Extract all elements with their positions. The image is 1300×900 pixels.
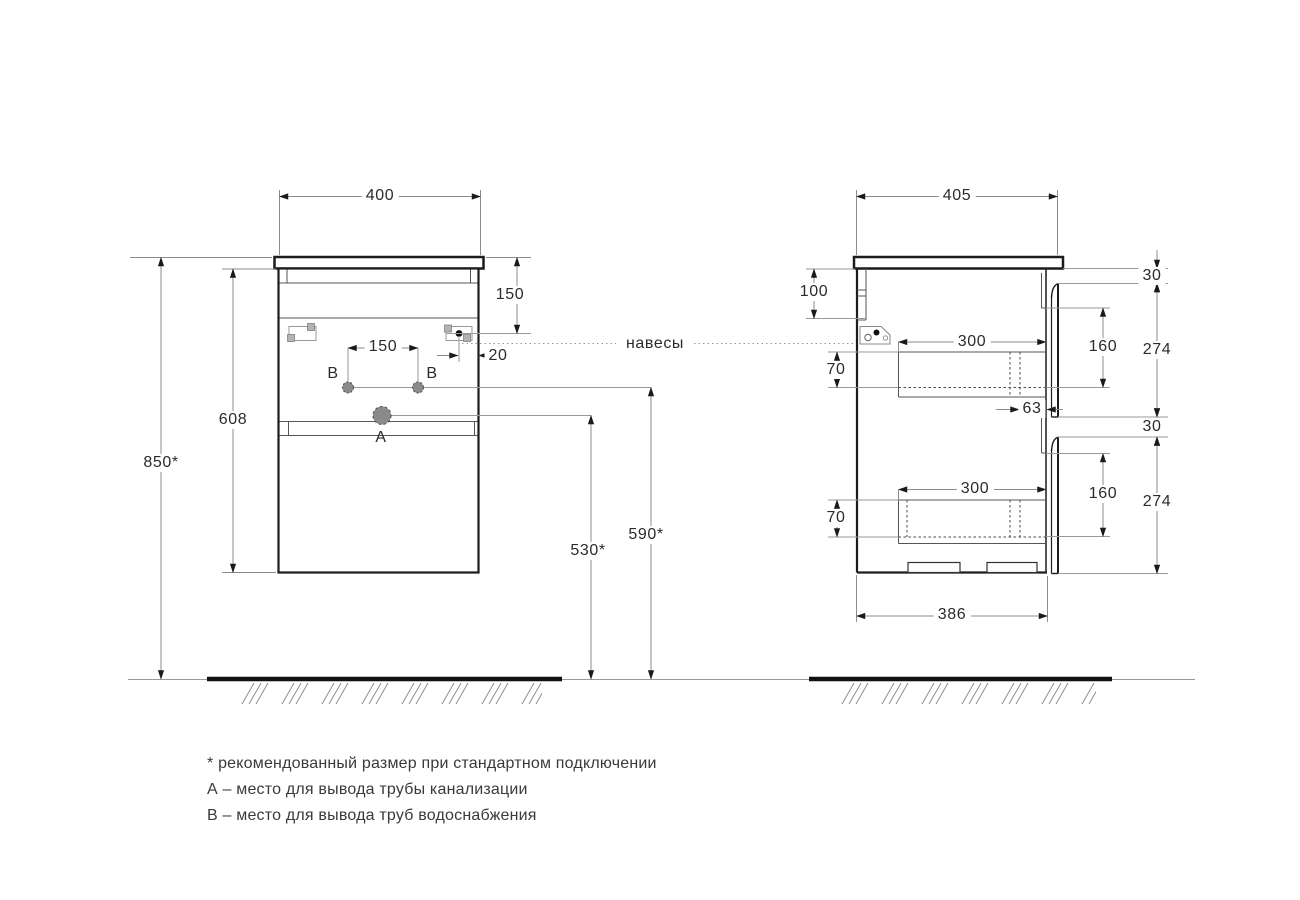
dim-front-body-height-label: 608 <box>215 411 252 429</box>
dim-side-slide-offset-label: 63 <box>1019 400 1046 418</box>
upper-drawer-box <box>899 352 1047 397</box>
supply-port-right-label: B <box>426 365 438 382</box>
cabinet-foot-recess-right <box>987 563 1037 573</box>
water-supply-port-left <box>343 382 354 393</box>
dim-side-middle-gap-label: 30 <box>1139 418 1166 436</box>
supply-port-left-label: B <box>327 365 339 382</box>
dim-side-lower-box-depth-label: 300 <box>957 480 994 498</box>
lower-drawer-front-profile <box>1052 437 1059 573</box>
dim-side-upper-box-depth-label: 300 <box>954 333 991 351</box>
dim-side-bottom-depth-label: 386 <box>934 606 971 624</box>
dim-front-supply-height-label: 590* <box>624 526 667 544</box>
dim-front-supply-spacing-label: 150 <box>365 338 402 356</box>
dim-front-hanger-inset-label: 20 <box>485 347 512 365</box>
hangers-callout-label: навесы <box>622 335 688 353</box>
drain-port-label: A <box>375 429 387 446</box>
hanger-bracket-icon-side <box>860 327 890 345</box>
dim-front-total-height-label: 850* <box>139 454 182 472</box>
ground-hatching-right <box>830 682 1096 704</box>
footnote-drain-location: А – место для вывода трубы канализации <box>207 781 528 798</box>
dim-side-top-gap-label: 30 <box>1139 267 1166 285</box>
dim-side-width-label: 405 <box>939 187 976 205</box>
ground-line <box>128 679 1195 704</box>
footnote-supply-location: В – место для вывода труб водоснабжения <box>207 807 537 824</box>
footnote-recommended-size: * рекомендованный размер при стандартном подключении <box>207 755 657 772</box>
dim-front-width-label: 400 <box>362 187 399 205</box>
upper-drawer-front-profile <box>1052 284 1059 417</box>
dim-side-upper-opening-label: 160 <box>1085 338 1122 356</box>
water-supply-port-right <box>413 382 424 393</box>
dim-front-top-to-hangers-label: 150 <box>492 286 529 304</box>
dim-side-hanger-rail-label: 100 <box>796 283 833 301</box>
lower-drawer-box <box>899 500 1047 544</box>
front-view-drawing <box>130 190 651 679</box>
dim-front-drain-height-label: 530* <box>566 542 609 560</box>
dim-side-upper-box-height-label: 70 <box>823 361 850 379</box>
drain-port <box>373 407 391 425</box>
ground-hatching-left <box>232 682 542 704</box>
dim-side-upper-front-height-label: 274 <box>1139 341 1176 359</box>
cabinet-foot-recess-left <box>908 563 960 573</box>
dim-side-lower-opening-label: 160 <box>1085 485 1122 503</box>
side-view-drawing <box>806 190 1168 622</box>
hanger-bracket-icon-left <box>288 324 317 342</box>
dim-side-lower-front-height-label: 274 <box>1139 493 1176 511</box>
dim-side-lower-box-height-label: 70 <box>823 509 850 527</box>
